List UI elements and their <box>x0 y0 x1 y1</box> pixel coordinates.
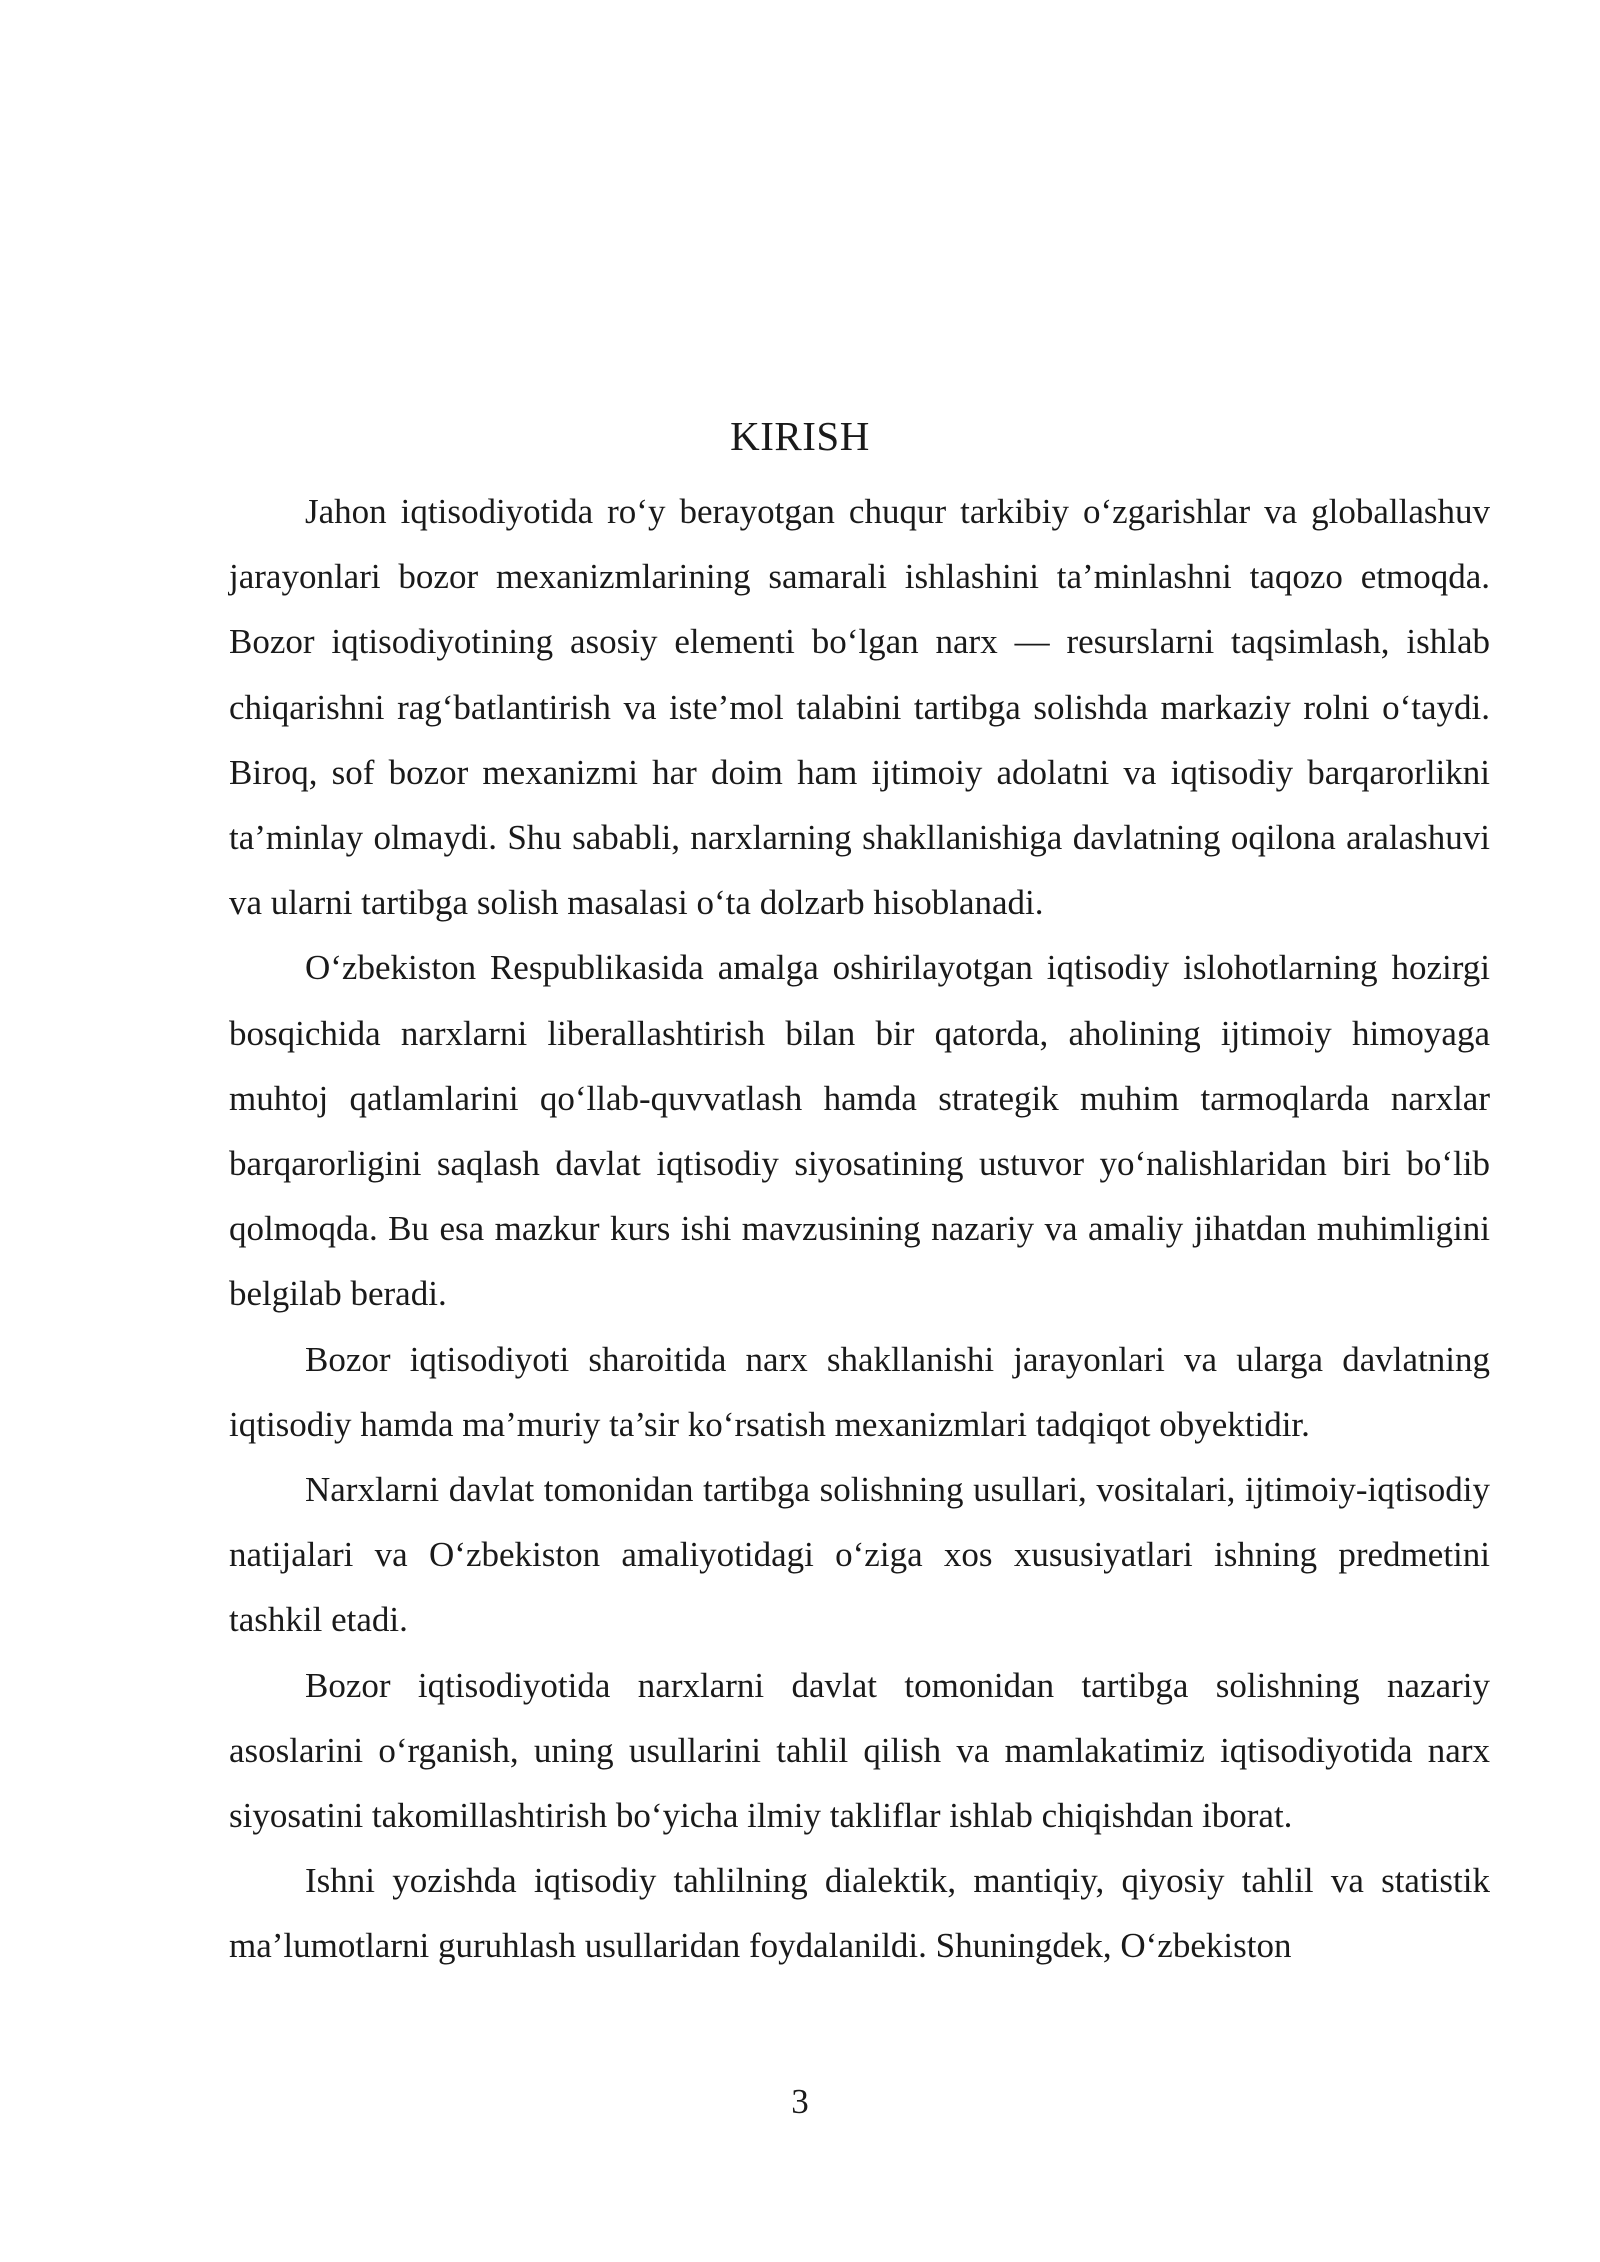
page-title: KIRISH <box>730 413 870 459</box>
paragraph: Bozor iqtisodiyotida narxlarni davlat tomonidan tartibga solishning nazariy asoslarini o‘rganish, uning usullarini tahlil qilish va mamlakatimiz iqtisodiyotida narx siyosatini takomillashtirish bo‘yicha ilmiy takliflar ishlab chiqishdan iborat. <box>229 1665 1490 1836</box>
paragraph: Bozor iqtisodiyoti sharoitida narx shakllanishi jarayonlari va ularga davlatning iqtisodiy hamda ma’muriy ta’sir ko‘rsatish mexanizmlari tadqiqot obyektidir. <box>229 1339 1490 1444</box>
body-text <box>229 479 1490 1979</box>
paragraph: O‘zbekiston Respublikasida amalga oshirilayotgan iqtisodiy islohotlarning hozirgi bosqichida narxlarni liberallashtirish bilan bir qatorda, aholining ijtimoiy himoyaga muhtoj qatlamlarini qo‘llab-quvvatlash hamda strategik muhim tarmoqlarda narxlar barqarorligini saqlash davlat iqtisodiy siyosatining ustuvor yo‘nalishlaridan biri bo‘lib qolmoqda. Bu esa mazkur kurs ishi mavzusining nazariy va amaliy jihatdan muhimligini belgilab beradi. <box>229 948 1490 1314</box>
page-number: 3 <box>791 2082 809 2121</box>
paragraph: Ishni yozishda iqtisodiy tahlilning dialektik, mantiqiy, qiyosiy tahlil va statistik ma’lumotlarni guruhlash usullaridan foydalanildi. Shuningdek, O‘zbekiston <box>229 1861 1490 1966</box>
paragraph: Narxlarni davlat tomonidan tartibga solishning usullari, vositalari, ijtimoiy-iqtisodiy natijalari va O‘zbekiston amaliyotidagi o‘ziga xos xususiyatlari ishning predmetini tashkil etadi. <box>229 1470 1490 1640</box>
paragraph: Jahon iqtisodiyotida ro‘y berayotgan chuqur tarkibiy o‘zgarishlar va globallashuv jarayonlari bozor mexanizmlarining samarali ishlashini ta’minlashni taqozo etmoqda. Bozor iqtisodiyotining asosiy elementi bo‘lgan narx — resurslarni taqsimlash, ishlab chiqarishni rag‘batlantirish va iste’mol talabini tartibga solishda markaziy rolni o‘taydi. Biroq, sof bozor mexanizmi har doim ham ijtimoiy adolatni va iqtisodiy barqarorlikni ta’minlay olmaydi. Shu sababli, narxlarning shakllanishiga davlatning oqilona aralashuvi va ularni tartibga solish masalasi o‘ta dolzarb hisoblanadi. <box>229 492 1490 923</box>
